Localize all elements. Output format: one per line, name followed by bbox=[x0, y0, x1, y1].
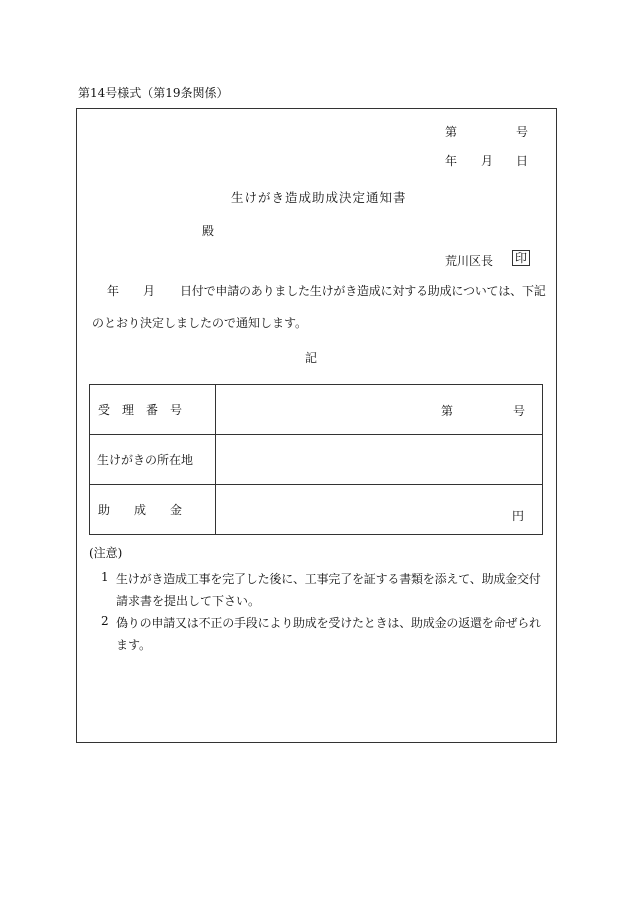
row-label-location: 生けがきの所在地 bbox=[90, 435, 216, 485]
subsidy-unit: 円 bbox=[512, 509, 525, 523]
table-row bbox=[90, 485, 543, 535]
note-1-line-2: 請求書を提出して下さい。 bbox=[116, 594, 261, 608]
issuer-name: 荒川区長 bbox=[445, 254, 494, 268]
table-row bbox=[90, 385, 543, 435]
note-1-line-1: 生けがき造成工事を完了した後に、工事完了を証する書類を添えて、助成金交付 bbox=[116, 572, 541, 586]
row-label-subsidy: 助 成 金 bbox=[90, 485, 216, 535]
ki-heading: 記 bbox=[305, 351, 318, 365]
reception-number-prefix: 第 bbox=[441, 404, 454, 418]
note-1-number: 1 bbox=[101, 570, 109, 584]
body-year: 年 bbox=[107, 284, 120, 298]
date-month: 月 bbox=[481, 154, 494, 168]
location-value bbox=[216, 435, 543, 485]
subsidy-value bbox=[216, 485, 543, 535]
document-title: 生けがき造成助成決定通知書 bbox=[231, 190, 407, 205]
details-table bbox=[89, 384, 543, 535]
row-label-reception-number: 受 理 番 号 bbox=[90, 385, 216, 435]
form-number-label: 第14号様式（第19条関係） bbox=[78, 86, 229, 100]
reception-number-suffix: 号 bbox=[513, 404, 526, 418]
seal-mark: 印 bbox=[512, 250, 530, 266]
addressee-suffix: 殿 bbox=[202, 224, 215, 238]
number-suffix: 号 bbox=[516, 125, 529, 139]
note-2-number: 2 bbox=[101, 614, 109, 628]
number-prefix: 第 bbox=[445, 125, 458, 139]
note-2-line-1: 偽りの申請又は不正の手段により助成を受けたときは、助成金の返還を命ぜられ bbox=[116, 616, 541, 630]
table-row bbox=[90, 435, 543, 485]
body-line-1: 日付で申請のありました生けがき造成に対する助成については、下記 bbox=[180, 284, 546, 298]
note-2-line-2: ます。 bbox=[116, 638, 152, 652]
reception-number-value bbox=[216, 385, 543, 435]
body-line-2: のとおり決定しましたので通知します。 bbox=[92, 316, 308, 330]
date-day: 日 bbox=[516, 154, 529, 168]
body-month: 月 bbox=[143, 284, 156, 298]
notes-heading: (注意) bbox=[89, 546, 123, 560]
date-year: 年 bbox=[445, 154, 458, 168]
